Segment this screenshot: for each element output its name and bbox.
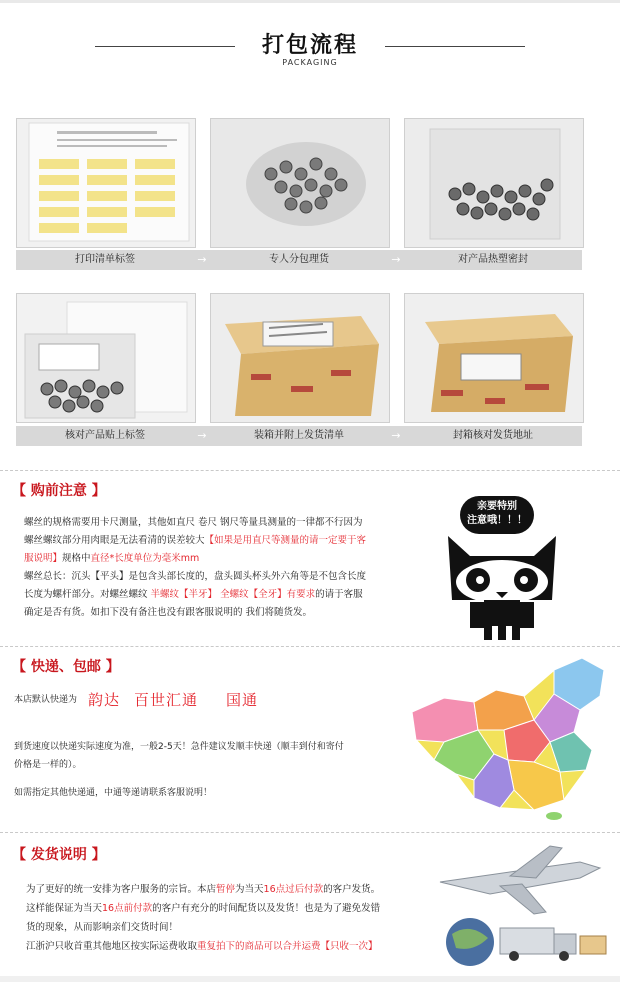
step-label-1: 打印清单标签 [75,254,135,265]
shipping-line: 货的现象，从而影响亲们交货时间！ [26,922,179,933]
page-title: 打包流程 [261,33,358,58]
express-line: 价格是一样的）。 [14,760,82,770]
packaging-header [0,24,620,74]
express-line: 到货速度以快递实际速度为准，一般2-5天！急件建议发顺丰快递（顺丰到付和寄付 [14,742,344,752]
photo-print-labels [16,118,196,248]
shipping-text [26,880,426,956]
shipping-title: 【 发货说明 】 [12,847,106,863]
express-default-label: 本店默认快递为 [14,695,78,705]
shipping-text-segment: 的客户发货。 [323,884,381,895]
step-label-4: 核对产品贴上标签 [65,430,145,441]
page-subtitle: PACKAGING [282,58,338,67]
shipping-text-segment: 的客户有充分的时间配货以及发货！也是为了避免发错 [152,903,381,914]
carrier-guotong: 国通 [226,691,259,709]
carrier-yunda: 韵达 [88,691,121,709]
notice-line [24,532,434,550]
step-label-3: 对产品热塑密封 [458,254,528,265]
photo-heat-seal [404,118,584,248]
shipping-text-segment: 为当天 [235,884,264,895]
shipping-highlight: 重复拍下的商品可以合并运费【只收一次】 [197,941,378,952]
notice-highlight: 服说明】 [24,553,63,564]
top-divider [0,0,620,3]
arrow-icon: → [391,253,401,266]
photo-box-with-list [210,293,390,423]
bottom-border [0,976,620,982]
logistics-plane-icon [430,842,610,970]
shipping-highlight: 16点过后付款 [263,884,324,895]
notice-title: 【 购前注意 】 [12,483,106,499]
notice-text-segment: 螺丝螺纹部分用肉眼是无法看清的误差较大 [24,535,205,546]
photo-check-label [16,293,196,423]
section-divider [0,470,620,471]
carrier-best: 百世汇通 [134,691,199,709]
notice-highlight: 半螺纹【半牙】 [150,589,218,600]
attention-bubble: 亲要特别 注意哦！！！ [460,496,534,534]
shipping-text-segment: 江浙沪只收首重其他地区按实际运费收取 [26,941,198,952]
photo-sort-goods [210,118,390,248]
arrow-icon: → [197,253,207,266]
notice-line [24,586,434,604]
section-divider [0,832,620,833]
notice-line: 确定是否有货。如扣下没有备注也没有跟客服说明的 我们将随货发。 [24,607,313,618]
arrow-icon: → [197,429,207,442]
notice-text-segment: 规格中 [62,553,91,564]
section-divider [0,646,620,647]
cat-mascot-icon [440,530,564,645]
notice-line [24,550,434,568]
notice-line [24,568,434,586]
notice-highlight: 【如果是用直尺等测量的请一定要于客 [204,535,367,546]
notice-text-segment: 的请于客服 [315,589,363,600]
notice-text-segment: 螺丝总长：沉头【平头】 [24,571,129,582]
photo-sealed-box [404,293,584,423]
shipping-highlight: 暂停 [216,884,236,895]
express-title: 【 快递、包邮 】 [12,659,120,675]
notice-highlight: 直径*长度单位为毫米mm [90,553,200,564]
shipping-line [26,880,426,899]
step-label-5: 装箱并附上发货清单 [254,430,344,441]
shipping-text-segment: 为了更好的统一安排为客户服务的宗旨。本店 [26,884,217,895]
shipping-line [26,937,426,956]
china-map-icon [404,650,616,820]
express-text [14,738,404,774]
step-label-6: 封箱核对发货地址 [453,430,533,441]
notice-text-segment: 是包含头部长度的，盘头圆头杯头外六角等是不包含长度 [128,571,367,582]
notice-text [24,514,434,622]
notice-line: 螺丝的规格需要用卡尺测量，其他如直尺 卷尺 钢尺等量具测量的一律都不行因为 [24,517,363,528]
shipping-line [26,899,426,918]
arrow-icon: → [391,429,401,442]
notice-text-segment: 长度为螺杆部分。对螺丝螺纹 [24,589,151,600]
shipping-highlight: 16点前付款 [102,903,153,914]
shipping-text-segment: 这样能保证为当天 [26,903,103,914]
step-label-2: 专人分包理货 [269,254,329,265]
express-line: 如需指定其他快递通，中通等递请联系客服说明！ [14,788,213,798]
notice-highlight: 全螺纹【全牙】有要求 [220,589,316,600]
